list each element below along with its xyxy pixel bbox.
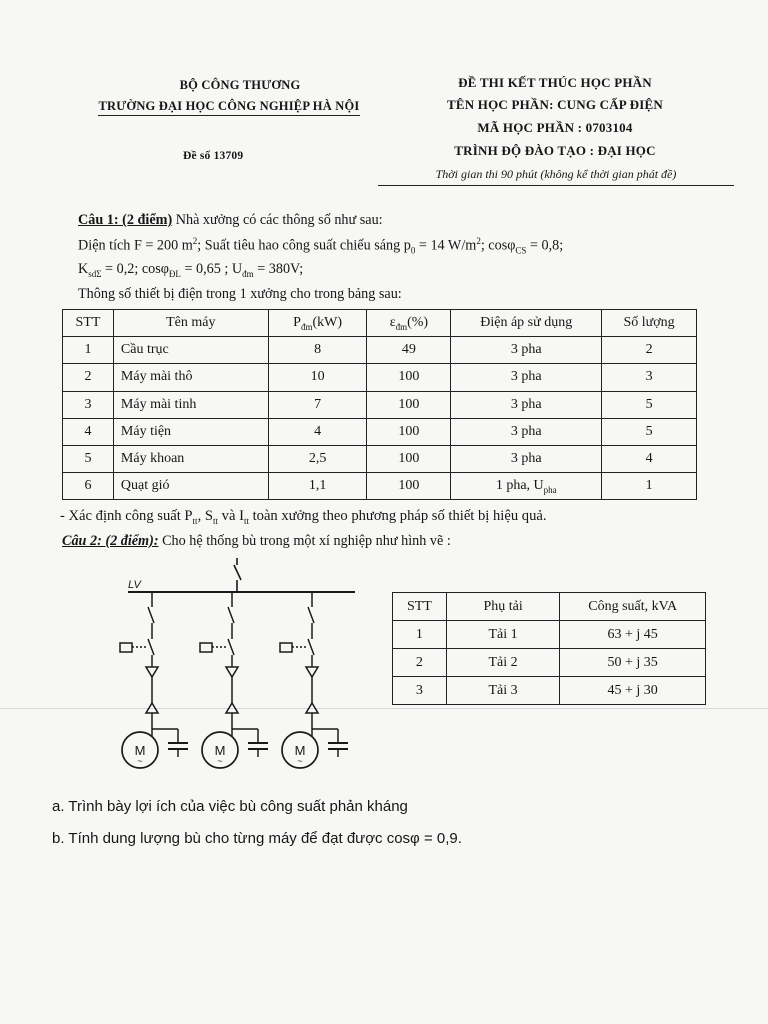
cell-power bbox=[268, 418, 367, 445]
col-power: Công suất, kVA bbox=[560, 593, 706, 621]
q1-cos-cs-value: = 0,8; bbox=[526, 237, 564, 254]
cell-qty-text: 2 bbox=[645, 342, 653, 358]
cell-qty-text: 4 bbox=[645, 451, 653, 467]
col-power-main: P bbox=[293, 314, 301, 330]
col-voltage: Điện áp sử dụng bbox=[451, 310, 602, 337]
bus-label: LV bbox=[128, 579, 141, 591]
sub: ĐL bbox=[168, 268, 181, 279]
q1-task-c: và I bbox=[218, 508, 244, 524]
q1-area: Diện tích F = 200 m bbox=[78, 237, 193, 254]
cell-voltage bbox=[451, 364, 602, 391]
cell-duty-text: 100 bbox=[398, 451, 420, 467]
sub: đm bbox=[395, 321, 408, 332]
col-duty-main: ε bbox=[389, 314, 396, 330]
feeder-branch bbox=[200, 592, 268, 768]
cell-name bbox=[113, 418, 268, 445]
motor-label: M bbox=[214, 743, 226, 758]
q1-task-b: , S bbox=[197, 508, 213, 524]
course-code: MÃ HỌC PHẦN : 0703104 bbox=[477, 120, 633, 135]
cell-power-text: 1,1 bbox=[308, 478, 327, 494]
cell-stt: 2 bbox=[393, 649, 447, 677]
sub: CS bbox=[515, 245, 527, 256]
cell-stt-text: 6 bbox=[84, 478, 92, 494]
cell-stt bbox=[63, 445, 114, 472]
cell-voltage-text: 3 pha bbox=[510, 423, 542, 439]
cell-voltage bbox=[451, 418, 602, 445]
cell-qty bbox=[602, 418, 697, 445]
cell-qty bbox=[602, 364, 697, 391]
cell-power: 45 + j 30 bbox=[560, 677, 706, 705]
q1-task bbox=[60, 508, 547, 526]
sub: sdΣ bbox=[88, 268, 102, 279]
q2-part-b: b. Tính dung lượng bù cho từng máy để đạt được cosφ = 0,9. bbox=[52, 830, 462, 847]
cell-name-text: Máy mài thô bbox=[120, 369, 193, 385]
cell-power-text: 7 bbox=[314, 396, 322, 412]
table-row bbox=[393, 649, 706, 677]
school-name bbox=[80, 99, 378, 114]
sup: 2 bbox=[192, 236, 198, 246]
table-row bbox=[393, 677, 706, 705]
school-name-text: TRƯỜNG ĐẠI HỌC CÔNG NGHIỆP HÀ NỘI bbox=[98, 99, 359, 116]
cell-duty bbox=[367, 391, 451, 418]
col-power bbox=[268, 310, 367, 337]
cell-duty bbox=[367, 364, 451, 391]
cell-name-text: Máy tiện bbox=[120, 423, 172, 439]
q1-cos-dl: = 0,2; cosφ bbox=[101, 261, 169, 277]
cell-voltage-text: 1 pha, U bbox=[495, 477, 544, 493]
cell-qty-text: 5 bbox=[645, 423, 653, 439]
table-row bbox=[393, 621, 706, 649]
compensation-diagram bbox=[100, 555, 380, 795]
q1-udm: = 0,65 ; U bbox=[180, 261, 243, 277]
cell-name-text: Máy khoan bbox=[120, 451, 185, 467]
cell-power bbox=[268, 364, 367, 391]
q2-part-a: a. Trình bày lợi ích của việc bù công suất phản kháng bbox=[52, 798, 408, 815]
cell-name bbox=[113, 473, 268, 500]
col-load: Phụ tải bbox=[446, 593, 560, 621]
cell-stt bbox=[63, 391, 114, 418]
cell-power: 63 + j 45 bbox=[560, 621, 706, 649]
cell-duty-text: 49 bbox=[401, 342, 416, 358]
q1-intro-text: Nhà xưởng có các thông số như sau: bbox=[172, 212, 383, 228]
table-row bbox=[63, 391, 697, 418]
q1-ksd: K bbox=[78, 261, 89, 277]
motor-label: M bbox=[294, 743, 306, 758]
q1-cos-cs: ; cosφ bbox=[480, 237, 516, 254]
cell-voltage bbox=[451, 445, 602, 472]
table-row bbox=[63, 337, 697, 364]
cell-name-text: Máy mài tinh bbox=[120, 396, 197, 412]
q1-lighting-value: = 14 W/m bbox=[415, 237, 477, 254]
sup: 2 bbox=[476, 236, 481, 246]
cell-duty-text: 100 bbox=[398, 369, 420, 385]
cell-power-text: 2,5 bbox=[308, 451, 327, 467]
cell-power bbox=[268, 337, 367, 364]
cell-stt-text: 3 bbox=[84, 396, 92, 412]
cell-duty-text: 100 bbox=[398, 396, 420, 412]
q2-intro-text: Cho hệ thống bù trong một xí nghiệp như hình vẽ : bbox=[158, 533, 451, 549]
load-table bbox=[392, 592, 706, 705]
q1-intro bbox=[78, 212, 383, 229]
sub: đm bbox=[242, 268, 254, 279]
feeder-branch bbox=[120, 592, 188, 768]
col-duty-unit: (%) bbox=[407, 314, 429, 330]
cell-qty-text: 5 bbox=[645, 396, 653, 412]
course-name: TÊN HỌC PHẦN: CUNG CẤP ĐIỆN bbox=[447, 97, 663, 112]
col-duty bbox=[367, 310, 451, 337]
cell-qty bbox=[602, 473, 697, 500]
exam-time: Thời gian thi 90 phút (không kể thời gian phát đề) bbox=[378, 167, 734, 186]
col-power-unit: (kW) bbox=[312, 314, 342, 330]
cell-duty bbox=[367, 473, 451, 500]
cell-stt bbox=[63, 473, 114, 500]
cell-stt-text: 1 bbox=[84, 342, 92, 358]
cell-name-text: Quạt gió bbox=[120, 478, 170, 494]
cell-name bbox=[113, 391, 268, 418]
cell-power bbox=[268, 391, 367, 418]
cell-voltage bbox=[451, 391, 602, 418]
cell-qty-text: 3 bbox=[645, 369, 653, 385]
motor-label: M bbox=[134, 743, 146, 758]
ac-tilde-icon: ~ bbox=[137, 756, 143, 766]
col-stt: STT bbox=[63, 310, 114, 337]
q1-table-intro: Thông số thiết bị điện trong 1 xưởng cho trong bảng sau: bbox=[78, 286, 402, 302]
cell-stt-text: 2 bbox=[84, 369, 92, 385]
training-level: TRÌNH ĐỘ ĐÀO TẠO : ĐẠI HỌC bbox=[454, 143, 656, 158]
q1-udm-value: = 380V; bbox=[253, 261, 304, 277]
sub: 0 bbox=[410, 245, 416, 256]
cell-name bbox=[113, 445, 268, 472]
cell-stt-text: 4 bbox=[84, 423, 92, 439]
cell-duty-text: 100 bbox=[398, 478, 420, 494]
cell-power bbox=[268, 473, 367, 500]
cell-power bbox=[268, 445, 367, 472]
cell-stt: 1 bbox=[393, 621, 447, 649]
table-row bbox=[63, 364, 697, 391]
cell-power-text: 8 bbox=[314, 342, 322, 358]
cell-power-text: 10 bbox=[310, 369, 325, 385]
q2-label: Câu 2: (2 điểm): bbox=[62, 533, 159, 549]
q1-lighting: ; Suất tiêu hao công suất chiếu sáng p bbox=[197, 237, 411, 254]
cell-voltage bbox=[451, 473, 602, 500]
sub: tt bbox=[192, 515, 198, 526]
cell-stt bbox=[63, 418, 114, 445]
q1-line2 bbox=[78, 261, 303, 279]
equipment-table bbox=[62, 309, 697, 500]
cell-duty-text: 100 bbox=[398, 423, 420, 439]
q2-intro bbox=[62, 533, 451, 550]
cell-qty bbox=[602, 391, 697, 418]
cell-stt-text: 5 bbox=[84, 451, 92, 467]
cell-voltage-text: 3 pha bbox=[510, 451, 542, 467]
table-row bbox=[63, 445, 697, 472]
sub: tt bbox=[212, 515, 218, 526]
cell-duty bbox=[367, 337, 451, 364]
cell-load: Tải 1 bbox=[446, 621, 560, 649]
cell-load: Tải 2 bbox=[446, 649, 560, 677]
cell-power-text: 4 bbox=[314, 423, 322, 439]
cell-name-text: Cầu trục bbox=[120, 342, 169, 358]
cell-qty bbox=[602, 445, 697, 472]
col-qty: Số lượng bbox=[602, 310, 697, 337]
exam-number: Đề số 13709 bbox=[183, 150, 244, 162]
q1-label: Câu 1: (2 điểm) bbox=[78, 212, 173, 228]
cell-voltage-text: 3 pha bbox=[510, 396, 542, 412]
cell-voltage-text: 3 pha bbox=[510, 369, 542, 385]
sub: tt bbox=[243, 515, 249, 526]
table-header-row bbox=[393, 593, 706, 621]
cell-name bbox=[113, 337, 268, 364]
table-row bbox=[63, 473, 697, 500]
table-row bbox=[63, 418, 697, 445]
cell-stt: 3 bbox=[393, 677, 447, 705]
cell-stt bbox=[63, 337, 114, 364]
q1-line1 bbox=[78, 236, 563, 256]
q1-task-a: - Xác định công suất P bbox=[60, 508, 193, 524]
sub: đm bbox=[300, 321, 313, 332]
cell-power: 50 + j 35 bbox=[560, 649, 706, 677]
sub: pha bbox=[543, 484, 557, 495]
cell-qty bbox=[602, 337, 697, 364]
q1-task-d: toàn xưởng theo phương pháp số thiết bị hiệu quả. bbox=[248, 508, 547, 524]
ac-tilde-icon: ~ bbox=[297, 756, 303, 766]
cell-voltage bbox=[451, 337, 602, 364]
col-stt: STT bbox=[393, 593, 447, 621]
col-name: Tên máy bbox=[113, 310, 268, 337]
ministry-name: BỘ CÔNG THƯƠNG bbox=[179, 78, 301, 92]
ac-tilde-icon: ~ bbox=[217, 756, 223, 766]
exam-title: ĐỀ THI KẾT THÚC HỌC PHẦN bbox=[458, 75, 652, 90]
cell-load: Tải 3 bbox=[446, 677, 560, 705]
feeder-branch bbox=[280, 592, 348, 768]
cell-name bbox=[113, 364, 268, 391]
table-header-row bbox=[63, 310, 697, 337]
cell-voltage-text: 3 pha bbox=[510, 342, 542, 358]
cell-duty bbox=[367, 418, 451, 445]
cell-qty-text: 1 bbox=[645, 478, 653, 494]
cell-stt bbox=[63, 364, 114, 391]
cell-duty bbox=[367, 445, 451, 472]
